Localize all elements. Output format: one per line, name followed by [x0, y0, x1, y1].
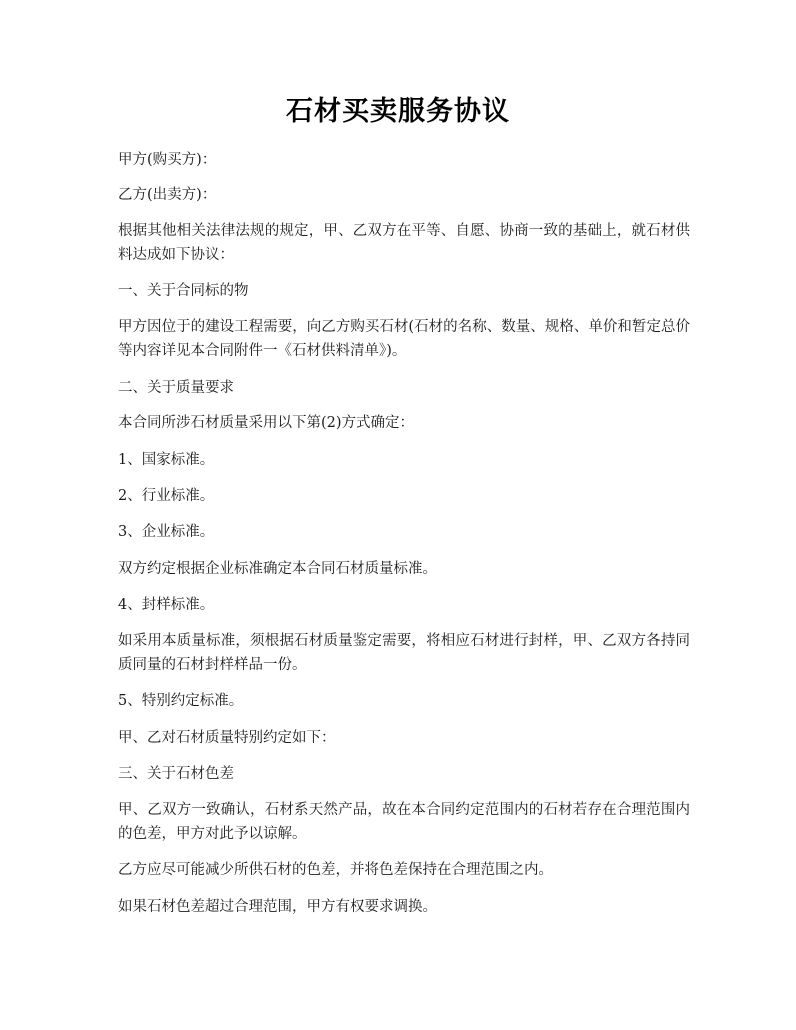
- list-item-national-standard: 1、国家标准。: [118, 452, 215, 468]
- list-item-enterprise-standard: 3、企业标准。: [118, 524, 215, 540]
- list-item-special-standard: 5、特别约定标准。: [118, 693, 244, 709]
- list-item-industry-standard: 2、行业标准。: [118, 488, 215, 504]
- special-standard-paragraph: 甲、乙对石材质量特别约定如下：: [118, 730, 336, 746]
- subject-paragraph: 甲方因位于的建设工程需要，向乙方购买石材(石材的名称、数量、规格、单价和暂定总价等内容详见本合同附件一《石材供料清单》)。: [118, 319, 690, 359]
- party-b-line: 乙方(出卖方)：: [118, 187, 217, 203]
- sample-standard-paragraph: 如采用本质量标准，须根据石材质量鉴定需要，将相应石材进行封样，甲、乙双方各持同质同量的石材封样样品一份。: [118, 633, 690, 673]
- enterprise-standard-paragraph: 双方约定根据企业标准确定本合同石材质量标准。: [118, 561, 437, 577]
- quality-method-paragraph: 本合同所涉石材质量采用以下第(2)方式确定：: [118, 415, 415, 431]
- preamble-paragraph: 根据其他相关法律法规的规定，甲、乙双方在平等、自愿、协商一致的基础上，就石材供料达成如下协议：: [118, 223, 690, 263]
- section-heading-color-difference: 三、关于石材色差: [118, 766, 234, 782]
- color-difference-paragraph: 甲、乙双方一致确认，石材系天然产品，故在本合同约定范围内的石材若存在合理范围内的色差，甲方对此予以谅解。: [118, 802, 690, 842]
- color-difference-exchange-paragraph: 如果石材色差超过合理范围，甲方有权要求调换。: [118, 899, 437, 915]
- section-heading-quality: 二、关于质量要求: [118, 380, 234, 396]
- section-heading-subject: 一、关于合同标的物: [118, 283, 249, 299]
- list-item-sample-standard: 4、封样标准。: [118, 597, 215, 613]
- party-a-line: 甲方(购买方)：: [118, 152, 217, 168]
- document-title: 石材买卖服务协议: [286, 96, 510, 127]
- color-difference-reduction-paragraph: 乙方应尽可能减少所供石材的色差，并将色差保持在合理范围之内。: [118, 862, 553, 878]
